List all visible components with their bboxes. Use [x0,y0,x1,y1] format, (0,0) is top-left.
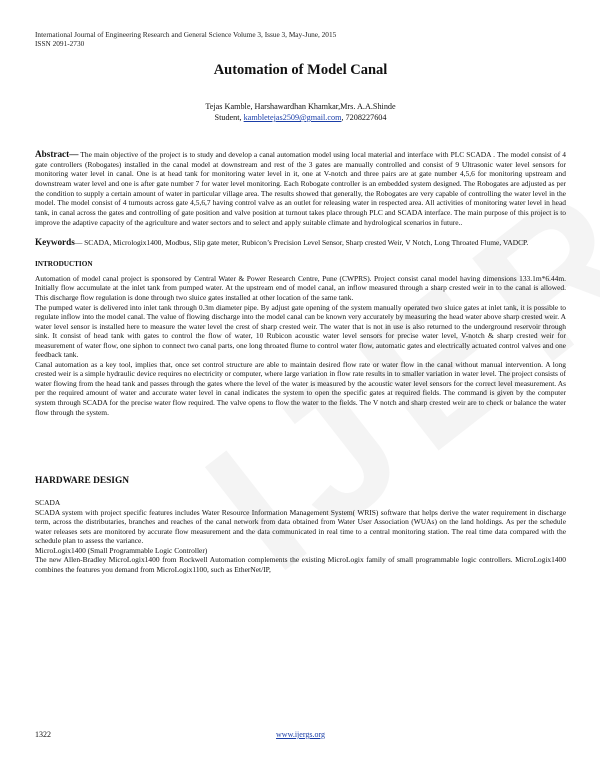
intro-paragraph: The pumped water is delivered into inlet tank through 0.3m diameter pipe. By adjust gate opening of the system manually operated two sluice gates at inlet tank, it is possible to regulate inflow into the model canal. The value of flowing discharge into the model canal can be known very accurately by measuring the head water above sharp crested weir. A water level sensor is installed here to measure the water level the crest of sharp crested weir. The water that is not in use is also returned to the underground reservoir through sink. It consist of head tank with gates to control the flow of water, 10 Rubicon acoustic water level sensors for precise water level, V-notch & sharp crested weir for measurement of water flow, one siphon to connect two canal parts, one long throated flume to control water flow, automatic gates and electrically actuated control valves and one feedback tank. [35,302,566,360]
plc-paragraph: The new Allen-Bradley MicroLogix1400 from Rockwell Automation complements the existing MicroLogix family of small programmable logic controllers. MicroLogix1400 combines the features you demand from MicroLogix1100, such as EtherNet/IP, [35,555,566,574]
email-link[interactable]: kambletejas2509@gmail.com [243,113,342,122]
abstract-label: Abstract— [35,149,79,159]
intro-paragraph: Automation of model canal project is sponsored by Central Water & Power Research Centre, Pune (CWPRS). Project consist canal model having dimensions 133.1m*6.44m. Initially flow accumulate at the inlet tank from pumped water. At the upstream end of model canal, an inflow measured through a sharp crested weir in to the canal is allowed. This discharge flow regulation is done through two sluice gates installed at other location of the same tank. [35,273,566,302]
hardware-heading: HARDWARE DESIGN [35,476,130,487]
abstract-text: The main objective of the project is to study and develop a canal automation model using local material and interface with PLC SCADA . The model consist of 4 gate controllers (Robogates) installed in the canal model at downstream and rest of the 3 gates are manually controlled and consist of 9 Ultrasonic water level sensors for monitoring water level in canal. One is at head tank for monitoring water level in it, one at V-notch and three pairs are at gate number 4,5,6 for monitoring upstream and downstream water level and one is after gate number 7 for water level monitoring. Each Robogate controller is an embedded system designed. The Robogates are adjusted as per the condition to supply a certain amount of water in particular village area. The results showed that generally, the Robogates are very capable of controlling the water level in the model. The model consist of 4 turnouts across gate 4,5,6,7 having control valve as an outlet for releasing water in respected area. All activities of monitoring water level in head tank, in canal across the gates and controlling of gate position and valve position at turnout takes place through PLC and SCADA interface. The main purpose of this project is to improve the adaptive capacity of the agriculture and water sectors and to select and apply suitable climate and hydrological scenarios in future.. [35,150,567,227]
intro-paragraph: Canal automation as a key tool, implies that, once set control structure are able to maintain desired flow rate or water flow in the canal without manual intervention. A long crested weir is a simple hydraulic device requires no electricity or computer, where large variation in flow rate results in to smaller variation in water level. The project consists of water flowing from the head tank and passes through the gates where the level of the water is measured by the acoustic water level sensors for the correct level measurement. As per the required amount of water and accurate water level in canal indicates the system to open the specific gates at required fields. The command is given by the computer system through SCADA for the precise water flow required. The valve opens to flow the water to the fields. The V notch and sharp crested weir are to check or balance the water flow through the system. [35,359,566,417]
author-contact [35,112,566,123]
journal-line: International Journal of Engineering Research and General Science Volume 3, Issue 3, May-June, 2015 [35,30,337,39]
page-number: 1322 [35,730,51,739]
introduction-heading: INTRODUCTION [35,259,93,268]
phone: , 7208227604 [341,113,387,122]
page [35,0,566,574]
abstract [35,150,566,227]
journal-header [35,30,566,48]
scada-paragraph: SCADA system with project specific features includes Water Resource Information Management System( WRIS) software that helps derive the water requirement in discharge term, across the distributaries, branches and reaches of the canal network from data obtained from Water User Association (WUAs) on the land holdings. As per the schedule water releases sets are monitored by accurate flow measurement and the data communicated in real time to a central monitoring station. The real time data compared with the schedule plan to assess the variance. [35,507,566,546]
authors-block [35,101,566,123]
author-names: Tejas Kamble, Harshawardhan Khamkar,Mrs. A.A.Shinde [205,102,396,111]
introduction-body [35,274,566,417]
scada-heading: SCADA [35,498,61,508]
journal-url-link[interactable]: www.ijergs.org [276,730,325,739]
keywords-text: — SCADA, Micrologix1400, Modbus, Slip gate meter, Rubicon’s Precision Level Sensor, Sharp crested Weir, V Notch, Long Throated Flume, VADCP. [74,238,529,248]
student-label: Student, [214,113,242,122]
issn: ISSN 2091-2730 [35,39,85,48]
plc-heading: MicroLogix1400 (Small Programmable Logic Controller) [35,545,208,555]
hardware-body [35,498,566,574]
paper-title: Automation of Model Canal [213,62,388,78]
keywords-label: Keywords [35,237,75,248]
keywords [35,238,566,248]
